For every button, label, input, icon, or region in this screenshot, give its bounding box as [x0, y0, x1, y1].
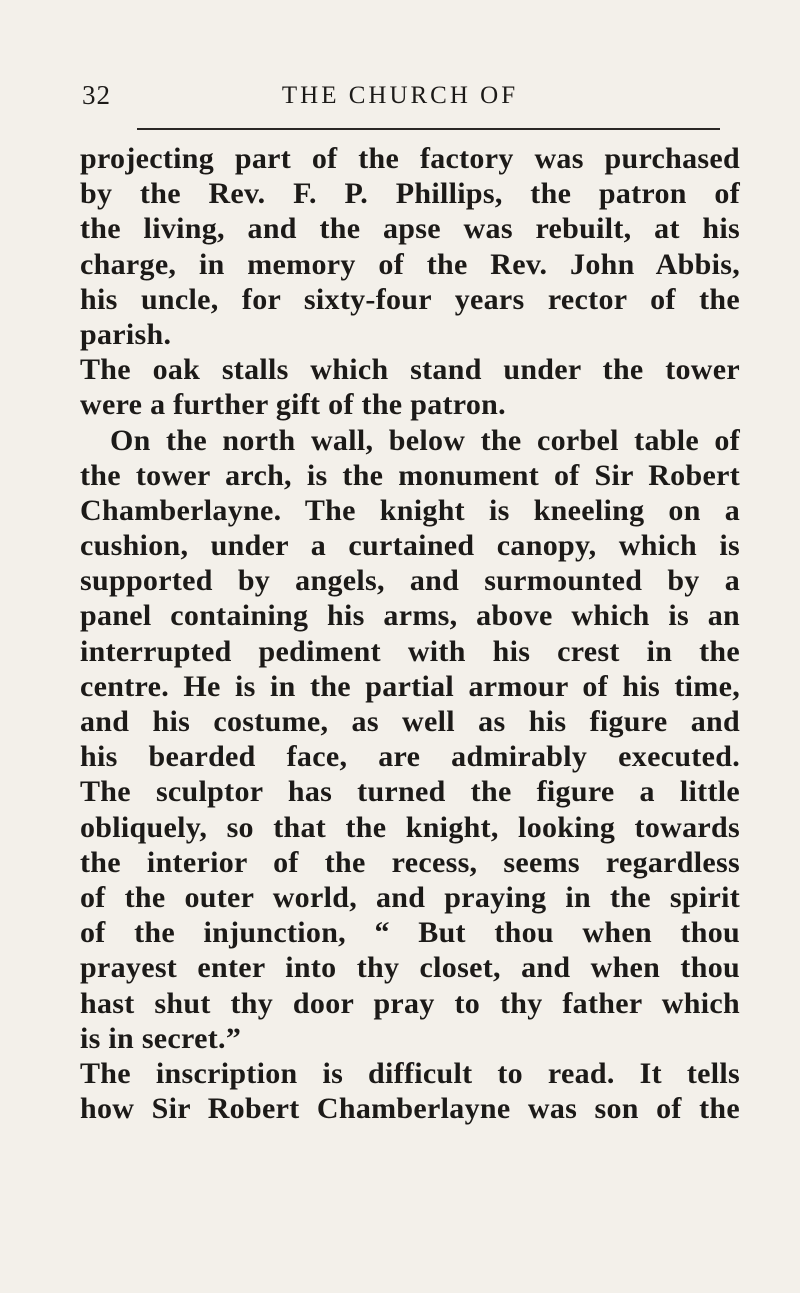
text-line: prayest enter into thy closet, and when thou: [80, 951, 740, 985]
text-line: The oak stalls which stand under the tower: [80, 353, 740, 387]
page-number: 32: [82, 80, 111, 110]
text-line: is in secret.”: [80, 1021, 242, 1055]
running-title: THE CHURCH OF: [281, 82, 519, 109]
text-line: centre. He is in the partial armour of his time,: [80, 669, 740, 703]
text-line: parish.: [80, 317, 172, 351]
text-line: of the outer world, and praying in the spirit: [80, 880, 740, 914]
text-line: On the north wall, below the corbel table of: [110, 423, 740, 457]
text-line: obliquely, so that the knight, looking towards: [80, 810, 740, 844]
text-line: Chamberlayne. The knight is kneeling on a: [80, 493, 740, 527]
text-line: supported by angels, and surmounted by a: [80, 564, 740, 598]
text-line: the tower arch, is the monument of Sir Robert: [80, 458, 740, 492]
text-line: The sculptor has turned the figure a little: [80, 775, 740, 809]
text-line: interrupted pediment with his crest in the: [80, 634, 740, 668]
text-line: and his costume, as well as his figure and: [80, 705, 740, 738]
text-line: cushion, under a curtained canopy, which is: [80, 529, 740, 563]
text-line: panel containing his arms, above which is an: [80, 599, 740, 633]
text-line: hast shut thy door pray to thy father which: [80, 986, 740, 1020]
text-line: his bearded face, are admirably executed.: [80, 740, 740, 774]
text-line: by the Rev. F. P. Phillips, the patron of: [80, 177, 740, 211]
text-line: how Sir Robert Chamberlayne was son of the: [80, 1092, 740, 1126]
text-line: the interior of the recess, seems regardless: [80, 845, 740, 879]
text-line: the living, and the apse was rebuilt, at his: [80, 212, 740, 246]
text-line: of the injunction, “ But thou when thou: [80, 916, 740, 950]
header-rule: [137, 128, 720, 130]
text-line: The inscription is difficult to read. It tells: [80, 1056, 740, 1090]
text-line: charge, in memory of the Rev. John Abbis,: [80, 247, 740, 281]
body-text: [80, 141, 740, 1126]
text-line: his uncle, for sixty-four years rector of the: [80, 282, 740, 316]
text-line: projecting part of the factory was purchased: [80, 142, 740, 175]
text-line: were a further gift of the patron.: [80, 388, 506, 422]
